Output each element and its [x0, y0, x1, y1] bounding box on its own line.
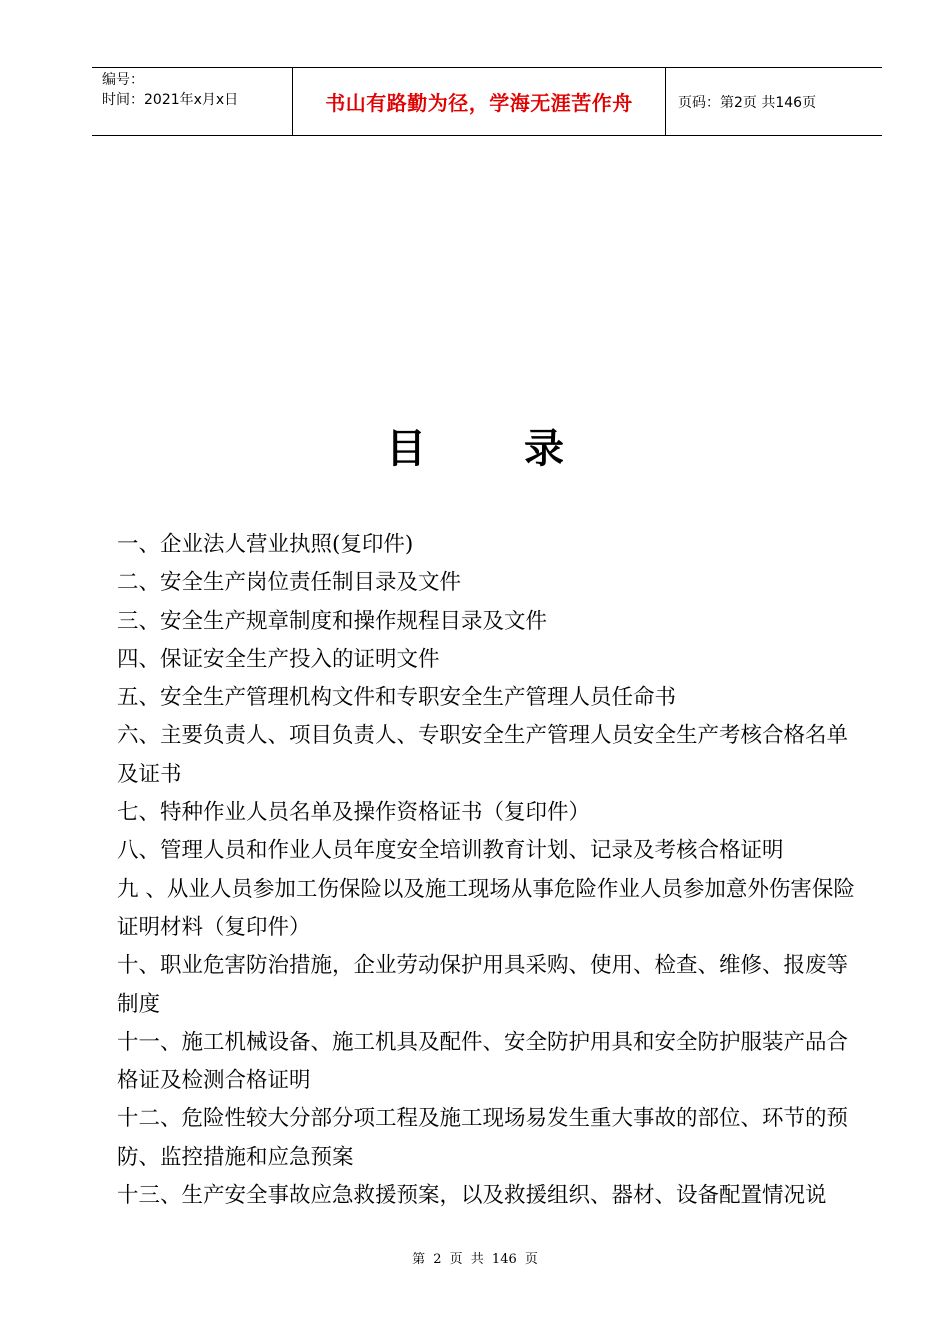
header-motto: 书山有路勤为径，学海无涯苦作舟 [293, 68, 666, 135]
toc-item: 五、安全生产管理机构文件和专职安全生产管理人员任命书 [117, 685, 677, 711]
toc-item: 六、主要负责人、项目负责人、专职安全生产管理人员安全生产考核合格名单及证书 [117, 723, 849, 787]
toc-item: 四、保证安全生产投入的证明文件 [117, 646, 440, 672]
toc-item: 七、特种作业人员名单及操作资格证书（复印件） [117, 800, 591, 826]
header-page-label: 页码：第2页 共146页 [678, 94, 817, 111]
toc-item: 十一、施工机械设备、施工机具及配件、安全防护用具和安全防护服装产品合格证及检测合格证明 [117, 1029, 849, 1094]
toc-item: 二、安全生产岗位责任制目录及文件 [117, 570, 462, 596]
toc-item: 三、安全生产规章制度和操作规程目录及文件 [117, 608, 548, 634]
table-of-contents [117, 526, 857, 1215]
header-meta [92, 68, 293, 135]
page-footer: 第 2 页 共 146 页 [412, 1252, 538, 1267]
toc-item: 九 、从业人员参加工伤保险以及施工现场从事危险作业人员参加意外伤害保险证明材料（复印件） [117, 876, 855, 940]
page-title: 目录 [386, 426, 662, 472]
toc-item: 十二、危险性较大分部分项工程及施工现场易发生重大事故的部位、环节的预防、监控措施和应急预案 [117, 1106, 849, 1170]
time-label: 时间：2021年x月x日 [102, 92, 239, 108]
toc-item: 一、企业法人营业执照(复印件) [117, 532, 414, 557]
toc-item: 八、管理人员和作业人员年度安全培训教育计划、记录及考核合格证明 [117, 838, 784, 864]
number-label: 编号： [102, 72, 144, 88]
toc-item: 十三、生产安全事故应急救援预案，以及救援组织、器材、设备配置情况说 [117, 1183, 827, 1209]
toc-item: 十、职业危害防治措施，企业劳动保护用具采购、使用、检查、维修、报废等制度 [117, 953, 849, 1017]
page-header [92, 67, 882, 136]
